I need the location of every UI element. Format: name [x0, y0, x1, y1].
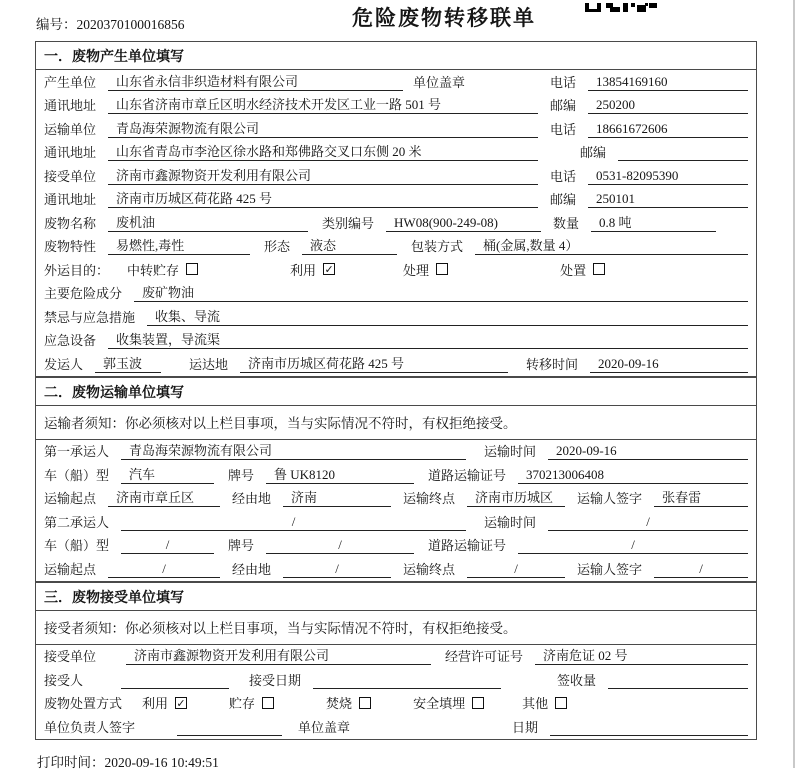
first-transport-time-value: 2020-09-16: [548, 443, 748, 460]
transport-unit-row: [36, 117, 756, 141]
emergency-equipment-row: [36, 329, 756, 353]
first-transporter-sign-value: 张春雷: [654, 487, 748, 507]
disposal-store-checkbox: [262, 697, 274, 709]
signed-qty-value: [608, 672, 748, 689]
purpose-option-utilize-label: 利用: [290, 262, 317, 278]
page-header: [0, 0, 796, 40]
purpose-option-treat: [403, 260, 448, 279]
hazard-component-value: 废矿物油: [134, 282, 748, 302]
accept-date-value: [313, 672, 501, 689]
first-carrier-row: [36, 440, 756, 464]
purpose-option-utilize: [290, 260, 335, 279]
disposal-option-utilize-label: 利用: [142, 696, 169, 711]
second-route-end-label: 运输终点: [403, 561, 456, 577]
waste-category-label: 类别编号: [322, 215, 375, 231]
waste-name-value: 废机油: [108, 212, 308, 232]
transport-phone-value: 18661672606: [588, 121, 748, 138]
first-route-start-value: 济南市章丘区: [108, 487, 220, 507]
waste-category-value: HW08(900-249-08): [386, 215, 541, 232]
second-vehicle-type-value: /: [121, 537, 214, 554]
unit-seal-label: 单位盖章: [413, 74, 466, 90]
shipper-label: 发运人: [44, 356, 84, 372]
receiver-notice: 接受者须知：你必须核对以上栏目事项，当与实际情况不符时，有权拒绝接受。: [36, 611, 756, 645]
disposal-option-utilize: [142, 693, 187, 712]
accepting-unit-value: 济南市鑫源物资开发利用有限公司: [126, 645, 431, 665]
taboo-measures-label: 禁忌与应急措施: [44, 309, 136, 325]
purpose-utilize-checkbox: ✓: [324, 263, 334, 276]
license-value: 济南危证 02 号: [535, 645, 748, 665]
second-transport-time-value: /: [548, 514, 748, 531]
receiver-unit-label: 接受单位: [44, 168, 97, 184]
second-transporter-sign-label: 运输人签字: [577, 561, 643, 577]
packing-label: 包装方式: [411, 239, 464, 254]
print-time-value: 2020-09-16 10:49:51: [104, 755, 219, 770]
receiver-date-label: 日期: [512, 719, 539, 735]
taboo-measures-row: [36, 305, 756, 329]
signed-qty-label: 签收量: [556, 672, 596, 688]
print-time-label: 打印时间：: [37, 755, 105, 770]
manifest-form: [35, 41, 757, 740]
purpose-treat-checkbox: [436, 263, 448, 275]
disposal-option-landfill: [413, 693, 484, 712]
producer-zip-label: 邮编: [549, 98, 576, 113]
receiver-date-value: [550, 719, 748, 736]
acceptor-value: [121, 672, 229, 689]
receiver-address-label: 通讯地址: [44, 192, 97, 207]
transport-phone-label: 电话: [549, 121, 576, 137]
second-road-cert-value: /: [518, 537, 748, 554]
first-route-row: [36, 487, 756, 511]
transfer-time-value: 2020-09-16: [590, 356, 748, 373]
producer-address-label: 通讯地址: [44, 98, 97, 113]
accepting-unit-row: [36, 645, 756, 669]
disposal-other-checkbox: [555, 697, 567, 709]
transfer-purpose-row: [36, 258, 756, 282]
first-plate-value: 鲁 UK8120: [266, 464, 414, 484]
producer-unit-label: 产生单位: [44, 74, 97, 90]
section-receiver-title: 三．废物接受单位填写: [36, 583, 756, 611]
disposal-landfill-checkbox: [472, 697, 484, 709]
producer-phone-value: 13854169160: [588, 74, 748, 91]
page-title: 危险废物转移联单: [352, 7, 536, 30]
waste-name-row: [36, 211, 756, 235]
waste-form-value: 液态: [302, 235, 397, 255]
waste-form-label: 形态: [264, 239, 291, 254]
receiver-phone-value: 0531-82095390: [588, 168, 748, 185]
print-time: [37, 751, 219, 771]
purpose-option-transfer-storage-label: 中转贮存: [127, 262, 180, 278]
disposal-method-row: [36, 692, 756, 716]
disposal-incinerate-checkbox: [359, 697, 371, 709]
transport-zip-value: [618, 144, 748, 161]
section-producer: [35, 41, 757, 377]
second-plate-label: 牌号: [228, 538, 255, 553]
waste-property-value: 易燃性,毒性: [108, 235, 250, 255]
purpose-option-dispose: [560, 260, 605, 279]
section-producer-title: 一．废物产生单位填写: [36, 42, 756, 70]
section-receiver: [35, 582, 757, 740]
first-route-start-label: 运输起点: [44, 491, 97, 506]
second-carrier-value: /: [121, 514, 466, 531]
first-vehicle-type-value: 汽车: [121, 464, 214, 484]
hazard-component-row: [36, 282, 756, 306]
producer-address-value: 山东省济南市章丘区明水经济技术开发区工业一路 501 号: [108, 94, 538, 114]
shipper-value: 郭玉波: [95, 353, 161, 373]
disposal-option-store-label: 贮存: [229, 696, 256, 711]
waste-property-label: 废物特性: [44, 239, 97, 254]
first-vehicle-type-label: 车（船）型: [44, 467, 110, 483]
producer-unit-value: 山东省永信非织造材料有限公司: [108, 71, 403, 91]
waste-qty-label: 数量: [553, 215, 580, 231]
license-label: 经营许可证号: [445, 649, 524, 664]
destination-label: 运达地: [189, 356, 229, 372]
first-road-cert-value: 370213006408: [518, 467, 748, 484]
first-plate-label: 牌号: [228, 467, 255, 483]
hazard-component-label: 主要危险成分: [44, 286, 123, 301]
second-carrier-label: 第二承运人: [44, 514, 110, 530]
section-transporter: [35, 377, 757, 582]
first-road-cert-label: 道路运输证号: [428, 467, 507, 483]
second-carrier-row: [36, 510, 756, 534]
second-route-end-value: /: [467, 561, 565, 578]
accepting-unit-label: 接受单位: [44, 649, 97, 664]
first-vehicle-row: [36, 463, 756, 487]
second-route-row: [36, 557, 756, 581]
emergency-equipment-label: 应急设备: [44, 333, 97, 348]
first-transport-time-label: 运输时间: [483, 444, 536, 459]
receiver-unit-value: 济南市鑫源物资开发利用有限公司: [108, 165, 538, 185]
disposal-option-store: [229, 693, 274, 712]
receiver-phone-label: 电话: [549, 168, 576, 184]
second-plate-value: /: [266, 537, 414, 554]
transport-unit-label: 运输单位: [44, 121, 97, 137]
waste-qty-value: 0.8 吨: [591, 212, 716, 232]
emergency-equipment-value: 收集装置，导流渠: [108, 329, 748, 349]
producer-phone-label: 电话: [549, 74, 576, 90]
responsible-sign-value: [177, 719, 282, 736]
acceptor-label: 接受人: [44, 672, 84, 688]
transport-address-row: [36, 141, 756, 165]
purpose-option-treat-label: 处理: [403, 262, 430, 278]
receiver-zip-label: 邮编: [549, 192, 576, 207]
manifest-number-label: 编号：: [36, 17, 77, 32]
second-vehicle-row: [36, 534, 756, 558]
acceptor-row: [36, 668, 756, 692]
purpose-dispose-checkbox: [593, 263, 605, 275]
second-route-start-value: /: [108, 561, 220, 578]
transfer-purpose-label: 外运目的：: [44, 262, 110, 278]
second-vehicle-type-label: 车（船）型: [44, 538, 110, 553]
disposal-option-other: [522, 693, 567, 712]
receiver-address-row: [36, 188, 756, 212]
receiver-zip-value: 250101: [588, 191, 748, 208]
first-route-end-label: 运输终点: [403, 491, 456, 506]
second-route-start-label: 运输起点: [44, 561, 97, 577]
disposal-method-label: 废物处置方式: [44, 696, 123, 711]
qr-code-icon: [585, 0, 657, 16]
transport-address-value: 山东省青岛市李沧区徐水路和郑佛路交叉口东侧 20 米: [108, 141, 538, 161]
first-route-end-value: 济南市历城区: [467, 487, 565, 507]
purpose-transfer-storage-checkbox: [186, 263, 198, 275]
destination-value: 济南市历城区荷花路 425 号: [240, 353, 508, 373]
second-road-cert-label: 道路运输证号: [428, 538, 507, 553]
receiver-seal-label: 单位盖章: [298, 719, 351, 735]
disposal-option-incinerate: [326, 693, 371, 712]
waste-property-row: [36, 235, 756, 259]
second-route-via-label: 经由地: [232, 561, 272, 577]
transport-zip-label: 邮编: [579, 145, 606, 160]
transport-address-label: 通讯地址: [44, 145, 97, 160]
responsible-sign-label: 单位负责人签字: [44, 719, 136, 735]
second-transport-time-label: 运输时间: [483, 514, 536, 530]
taboo-measures-value: 收集、导流: [147, 306, 748, 326]
packing-value: 桶(金属,数量 4）: [475, 235, 748, 255]
disposal-option-incinerate-label: 焚烧: [326, 696, 353, 711]
purpose-option-dispose-label: 处置: [560, 262, 587, 278]
shipper-row: [36, 352, 756, 376]
manifest-number-value: 2020370100016856: [76, 17, 185, 32]
receiver-unit-row: [36, 164, 756, 188]
first-carrier-value: 青岛海荣源物流有限公司: [121, 440, 466, 460]
receiver-address-value: 济南市历城区荷花路 425 号: [108, 188, 538, 208]
section-transporter-title: 二．废物运输单位填写: [36, 378, 756, 406]
first-route-via-label: 经由地: [232, 491, 272, 506]
waste-name-label: 废物名称: [44, 215, 97, 231]
disposal-option-other-label: 其他: [522, 696, 549, 711]
second-route-via-value: /: [283, 561, 391, 578]
transfer-time-label: 转移时间: [525, 356, 578, 372]
transport-unit-value: 青岛海荣源物流有限公司: [108, 118, 538, 138]
producer-address-row: [36, 94, 756, 118]
producer-zip-value: 250200: [588, 97, 748, 114]
first-route-via-value: 济南: [283, 487, 391, 507]
first-transporter-sign-label: 运输人签字: [577, 491, 643, 506]
transporter-notice: 运输者须知：你必须核对以上栏目事项，当与实际情况不符时，有权拒绝接受。: [36, 406, 756, 440]
disposal-utilize-checkbox: ✓: [176, 696, 186, 710]
first-carrier-label: 第一承运人: [44, 444, 110, 459]
disposal-option-landfill-label: 安全填埋: [413, 696, 466, 711]
accept-date-label: 接受日期: [249, 672, 302, 688]
producer-unit-row: [36, 70, 756, 94]
second-transporter-sign-value: /: [654, 561, 748, 578]
purpose-option-transfer-storage: [127, 260, 198, 279]
responsible-sign-row: [36, 715, 756, 739]
page-right-edge: [793, 0, 795, 768]
